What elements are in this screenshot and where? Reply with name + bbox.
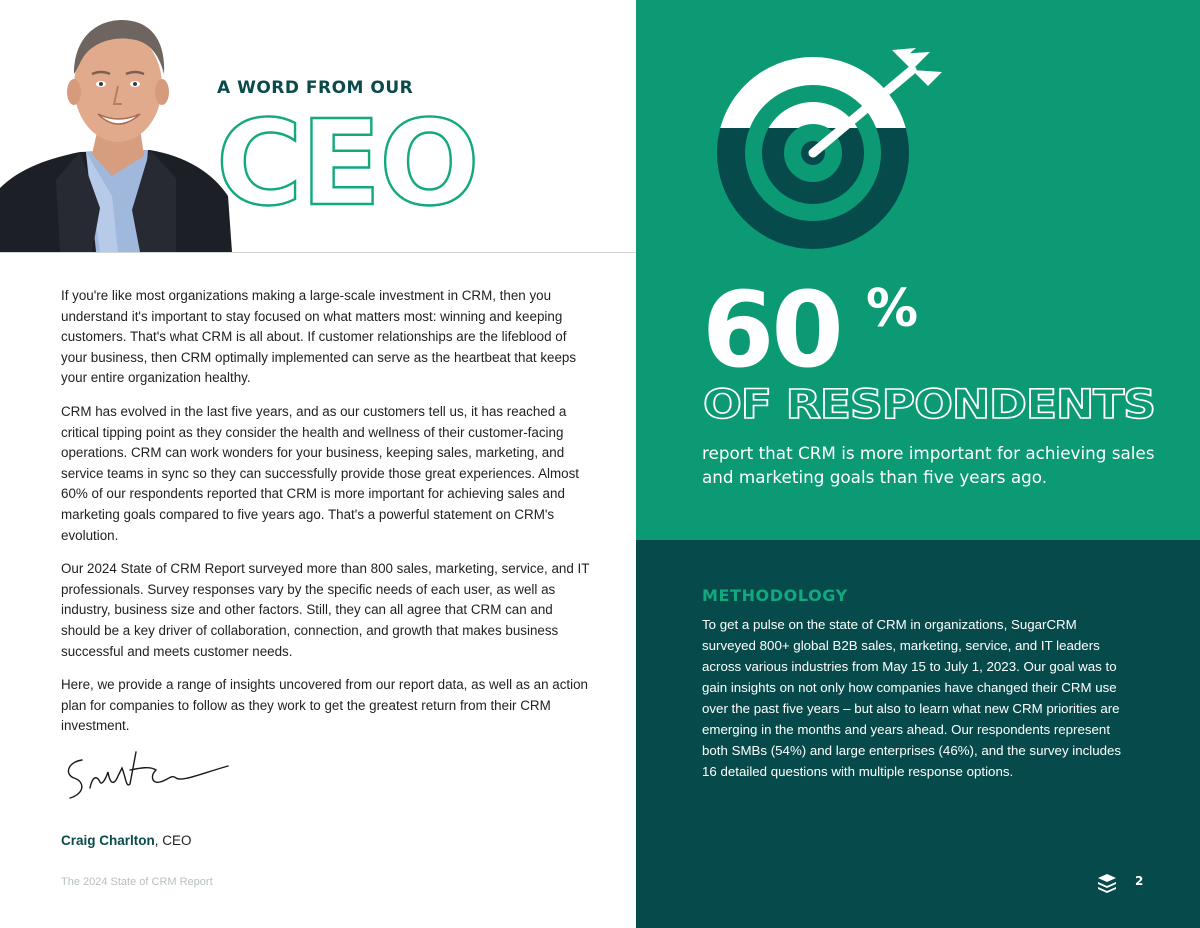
methodology-text: To get a pulse on the state of CRM in organizations, SugarCRM surveyed 800+ global B2B sales, marketing, service, and IT leaders across various industries from May 15 to July 1, 2023. Our goal was to gain insights on not only how companies have changed their CRM use over the past five years – but also to learn what new CRM priorities are emerging in the months and years ahead. Our respondents represent both SMBs (54%) and large enterprises (46%), and the survey includes 16 detailed questions with multiple response options. — [702, 617, 1122, 779]
stat-caption: report that CRM is more important for achieving sales and marketing goals than five years ago. — [702, 443, 1155, 487]
stat-value: 60 — [702, 269, 841, 391]
signer-title: , CEO — [154, 833, 192, 848]
stat-unit: % — [866, 279, 919, 339]
ceo-photo — [0, 0, 232, 252]
methodology-title: METHODOLOGY — [702, 586, 848, 605]
stat-label: OF RESPONDENTS — [703, 382, 1155, 428]
letter-paragraph: Here, we provide a range of insights uncovered from our report data, as well as an action plan for companies to follow as they work to get the greatest return from their CRM investment. — [61, 677, 588, 734]
page-number: 2 — [1135, 874, 1144, 888]
header-title — [214, 104, 514, 214]
letter-paragraph: Our 2024 State of CRM Report surveyed more than 800 sales, marketing, service, and IT professionals. Survey responses vary by the specific needs of each user, as well as industry, business size and other factors. Still, they can all agree that CRM can and should be a key driver of collaboration, connection, and growth that makes business successful and meets customer needs. — [61, 561, 590, 659]
svg-text:CEO: CEO — [216, 104, 478, 214]
letter-paragraph: If you're like most organizations making a large-scale investment in CRM, then you understand it's important to stay focused on what matters most: winning and keeping customers. That's what CRM is all about. If customer relationships are the lifeblood of your business, then CRM optimally implemented can serve as the heartbeat that keeps your entire organization healthy. — [61, 288, 577, 386]
report-name: The 2024 State of CRM Report — [61, 876, 213, 888]
signer-name: Craig Charlton — [61, 833, 155, 848]
signature — [60, 748, 240, 804]
header-kicker: A WORD FROM OUR — [217, 78, 414, 98]
stacked-layers-logo-icon — [1096, 872, 1118, 894]
signer — [61, 833, 192, 848]
target-arrow-icon — [716, 46, 946, 256]
header-divider — [0, 252, 636, 253]
letter-paragraph: CRM has evolved in the last five years, and as our customers tell us, it has reached a critical tipping point as they consider the health and wellness of their customer-facing operations. CRM can work wonders for your business, keeping sales, marketing, and service teams in sync so they can successfully provide those great experiences. Almost 60% of our respondents reported that CRM is more important for achieving sales and marketing goals compared to five years ago. That's a powerful statement on CRM's evolution. — [61, 403, 580, 543]
stat-figure — [700, 268, 1170, 428]
ceo-letter — [61, 286, 591, 750]
